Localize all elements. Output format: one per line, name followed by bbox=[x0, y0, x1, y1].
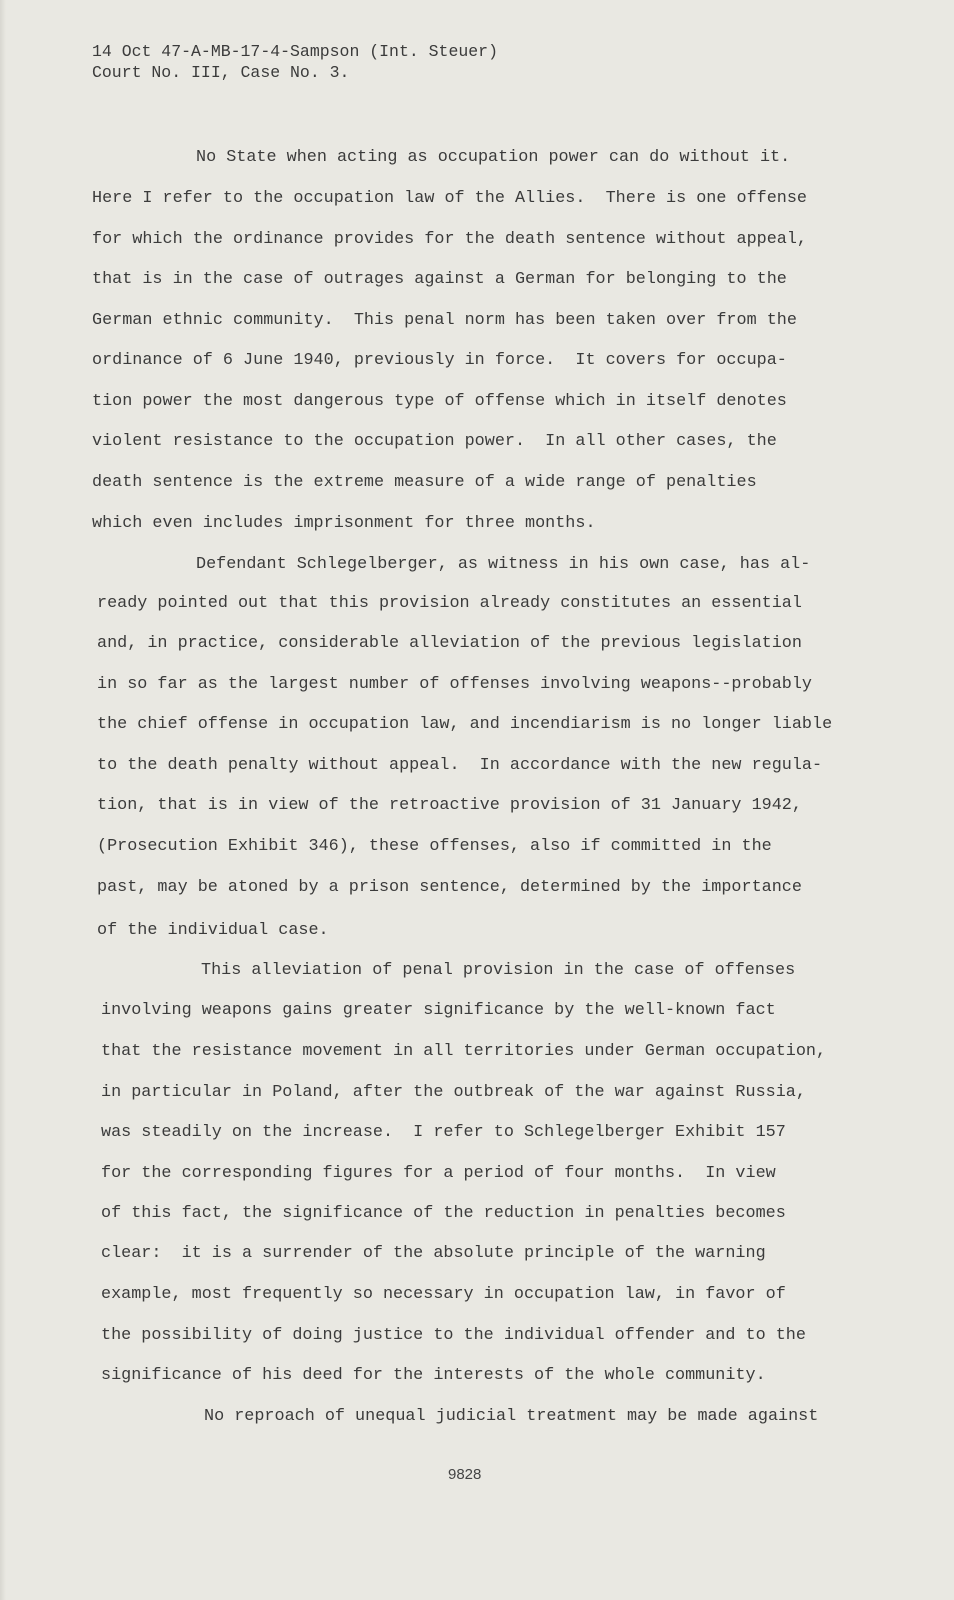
body-line: Defendant Schlegelberger, as witness in his own case, has al- bbox=[196, 555, 811, 574]
body-line: which even includes imprisonment for three months. bbox=[92, 514, 596, 533]
body-line: in particular in Poland, after the outbreak of the war against Russia, bbox=[101, 1083, 806, 1102]
header-line-2: Court No. III, Case No. 3. bbox=[92, 63, 350, 82]
body-line: Here I refer to the occupation law of the Allies. There is one offense bbox=[92, 189, 807, 208]
body-line: significance of his deed for the interests of the whole community. bbox=[101, 1366, 766, 1385]
page-edge-shadow bbox=[0, 0, 6, 1600]
body-line: violent resistance to the occupation power. In all other cases, the bbox=[92, 432, 777, 451]
body-line: to the death penalty without appeal. In accordance with the new regula- bbox=[97, 756, 823, 775]
body-line: that is in the case of outrages against a German for belonging to the bbox=[92, 270, 787, 289]
body-line: tion, that is in view of the retroactive provision of 31 January 1942, bbox=[97, 796, 802, 815]
body-line: This alleviation of penal provision in the case of offenses bbox=[201, 961, 796, 980]
page-number: 9828 bbox=[448, 1466, 482, 1483]
body-line: the possibility of doing justice to the individual offender and to the bbox=[101, 1326, 806, 1345]
body-line: was steadily on the increase. I refer to Schlegelberger Exhibit 157 bbox=[101, 1123, 786, 1142]
body-line: No reproach of unequal judicial treatment may be made against bbox=[204, 1407, 819, 1426]
body-line: of the individual case. bbox=[97, 921, 329, 940]
body-line: death sentence is the extreme measure of a wide range of penalties bbox=[92, 473, 757, 492]
body-line: of this fact, the significance of the reduction in penalties becomes bbox=[101, 1204, 786, 1223]
body-line: No State when acting as occupation power can do without it. bbox=[196, 148, 791, 167]
body-line: in so far as the largest number of offenses involving weapons--probably bbox=[97, 675, 812, 694]
body-line: the chief offense in occupation law, and incendiarism is no longer liable bbox=[97, 715, 833, 734]
body-line: ordinance of 6 June 1940, previously in force. It covers for occupa- bbox=[92, 351, 787, 370]
body-line: for which the ordinance provides for the death sentence without appeal, bbox=[92, 230, 807, 249]
body-line: for the corresponding figures for a period of four months. In view bbox=[101, 1164, 776, 1183]
body-line: past, may be atoned by a prison sentence, determined by the importance bbox=[97, 878, 802, 897]
body-line: tion power the most dangerous type of offense which in itself denotes bbox=[92, 392, 787, 411]
body-line: German ethnic community. This penal norm has been taken over from the bbox=[92, 311, 797, 330]
body-line: that the resistance movement in all territories under German occupation, bbox=[101, 1042, 827, 1061]
body-line: (Prosecution Exhibit 346), these offenses, also if committed in the bbox=[97, 837, 772, 856]
body-line: ready pointed out that this provision already constitutes an essential bbox=[97, 594, 802, 613]
body-line: involving weapons gains greater significance by the well-known fact bbox=[101, 1001, 776, 1020]
header-line-1: 14 Oct 47-A-MB-17-4-Sampson (Int. Steuer) bbox=[92, 42, 498, 61]
body-line: example, most frequently so necessary in occupation law, in favor of bbox=[101, 1285, 786, 1304]
body-line: clear: it is a surrender of the absolute principle of the warning bbox=[101, 1244, 766, 1263]
body-line: and, in practice, considerable alleviation of the previous legislation bbox=[97, 634, 802, 653]
